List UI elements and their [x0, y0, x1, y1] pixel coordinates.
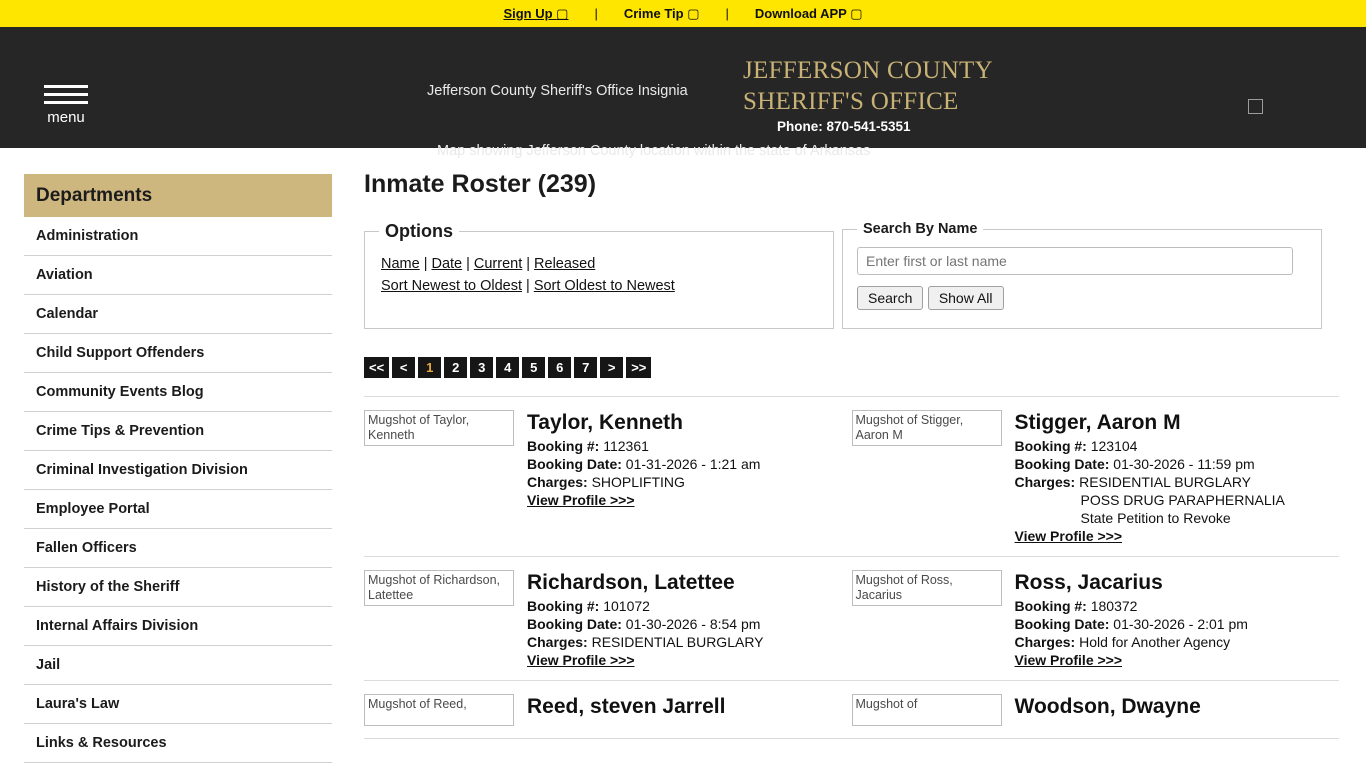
- inmate-name: Stigger, Aaron M: [1014, 411, 1181, 434]
- topbar-separator-2: |: [725, 6, 729, 21]
- menu-button[interactable]: [38, 85, 94, 126]
- inmate-details: [1015, 410, 1285, 544]
- office-title-line2: SHERIFF'S OFFICE: [743, 88, 959, 115]
- charges-value: RESIDENTIAL BURGLARY: [1079, 474, 1252, 490]
- charges-label: Charges:: [527, 474, 588, 490]
- office-title-line1: JEFFERSON COUNTY: [743, 57, 993, 84]
- main-content: [364, 170, 1339, 739]
- pagination-prev[interactable]: <: [392, 357, 415, 378]
- page-title: Inmate Roster (239): [364, 170, 597, 198]
- pagination-page-2[interactable]: 2: [444, 357, 467, 378]
- booking-date-row: [527, 455, 760, 473]
- pagination-last[interactable]: >>: [626, 357, 651, 378]
- inmate-name: Reed, steven Jarrell: [527, 695, 726, 718]
- booking-date-row: [1015, 455, 1285, 473]
- roster-row: [364, 397, 1339, 557]
- sidebar-item-crime-tips-prevention[interactable]: Crime Tips & Prevention: [24, 412, 332, 451]
- topbar-separator-1: |: [594, 6, 598, 21]
- opt-divider-2: |: [466, 256, 470, 272]
- charges-value: RESIDENTIAL BURGLARY: [591, 634, 764, 650]
- view-profile-link[interactable]: View Profile >>>: [1014, 528, 1123, 544]
- opt-divider-1: |: [423, 256, 428, 272]
- office-title: [743, 55, 993, 117]
- booking-date-label: Booking Date:: [1014, 616, 1110, 632]
- inmate-card: [364, 410, 852, 544]
- booking-date-value: 01-30-2026 - 11:59 pm: [1113, 456, 1255, 472]
- booking-number-label: Booking #:: [527, 438, 600, 454]
- inmate-details: [527, 410, 760, 544]
- mugshot-image: Mugshot of Ross, Jacarius: [852, 570, 1002, 606]
- state-label: ARKANSAS: [646, 156, 718, 170]
- charges-row: [527, 633, 764, 651]
- crime-tip-link[interactable]: [598, 6, 726, 22]
- mugshot-image: Mugshot of Stigger, Aaron M: [852, 410, 1002, 446]
- departments-header: Departments: [24, 174, 332, 217]
- site-header: [0, 27, 1366, 170]
- sheriff-insignia-image: Jefferson County Sheriff's Office Insignia: [427, 83, 688, 99]
- roster-row: [364, 557, 1339, 681]
- search-panel: [842, 221, 1322, 329]
- office-phone: Phone: 870-541-5351: [777, 119, 911, 134]
- pagination-page-4[interactable]: 4: [496, 357, 519, 378]
- opt-divider-3: |: [526, 256, 531, 272]
- inmate-details: [1015, 570, 1248, 668]
- inmate-card: [852, 410, 1340, 544]
- sidebar-item-links-resources[interactable]: Links & Resources: [24, 724, 332, 763]
- sidebar-item-history-of-the-sheriff[interactable]: History of the Sheriff: [24, 568, 332, 607]
- search-button[interactable]: Search: [857, 286, 923, 310]
- pagination-first[interactable]: <<: [364, 357, 389, 378]
- booking-number-value: 180372: [1090, 598, 1138, 614]
- menu-button-label: menu: [47, 109, 85, 126]
- sidebar-item-child-support-offenders[interactable]: Child Support Offenders: [24, 334, 332, 373]
- sidebar-item-administration[interactable]: Administration: [24, 217, 332, 256]
- signup-icon: ▢: [556, 5, 569, 21]
- search-icon[interactable]: [1248, 99, 1263, 114]
- pagination-page-5[interactable]: 5: [522, 357, 545, 378]
- sidebar-item-calendar[interactable]: Calendar: [24, 295, 332, 334]
- charges-label: Charges:: [527, 634, 588, 650]
- sort-newest-to-oldest-link[interactable]: Sort Newest to Oldest: [381, 278, 523, 294]
- crime-tip-icon: ▢: [687, 5, 700, 21]
- booking-date-row: [1015, 615, 1248, 633]
- view-profile-link[interactable]: View Profile >>>: [527, 652, 635, 668]
- download-app-link-label: Download APP: [754, 5, 847, 21]
- inmate-card: [364, 694, 852, 726]
- booking-number-label: Booking #:: [527, 598, 600, 614]
- sidebar-item-internal-affairs-division[interactable]: Internal Affairs Division: [24, 607, 332, 646]
- charges-label: Charges:: [1014, 474, 1076, 490]
- booking-date-value: 01-31-2026 - 1:21 am: [625, 456, 761, 472]
- booking-number-label: Booking #:: [1014, 598, 1087, 614]
- show-all-button[interactable]: Show All: [928, 286, 1004, 310]
- charges-row: [1015, 633, 1248, 651]
- sort-by-name-link[interactable]: Name: [381, 256, 420, 272]
- view-profile-link[interactable]: View Profile >>>: [1014, 652, 1123, 668]
- booking-number-value: 101072: [603, 598, 650, 614]
- roster-row: [364, 681, 1339, 739]
- mugshot-image: Mugshot of: [852, 694, 1002, 726]
- charges-row: [1015, 473, 1285, 491]
- inmate-name: Richardson, Latettee: [527, 571, 735, 594]
- county-map-image: Map showing Jefferson County location within the state of Arkansas: [437, 143, 871, 159]
- download-app-icon: ▢: [850, 5, 863, 21]
- charges-value-2: POSS DRUG PARAPHERNALIA: [1080, 492, 1285, 508]
- signup-link[interactable]: [477, 6, 594, 22]
- pagination: [364, 357, 1339, 378]
- booking-number-label: Booking #:: [1014, 438, 1087, 454]
- inmate-details: [1015, 694, 1201, 726]
- inmate-details: [527, 570, 764, 668]
- charges-row: [527, 473, 760, 491]
- sidebar-item-employee-portal[interactable]: Employee Portal: [24, 490, 332, 529]
- utility-topbar: [0, 0, 1366, 27]
- download-app-link[interactable]: [729, 6, 889, 22]
- inmate-name: Taylor, Kenneth: [527, 411, 683, 434]
- booking-date-value: 01-30-2026 - 8:54 pm: [625, 616, 761, 632]
- inmate-name: Woodson, Dwayne: [1014, 695, 1201, 718]
- crime-tip-link-label: Crime Tip: [623, 5, 684, 21]
- sidebar-item-criminal-investigation-division[interactable]: Criminal Investigation Division: [24, 451, 332, 490]
- booking-number-row: [1015, 597, 1248, 615]
- sort-links-row-2: [381, 278, 819, 294]
- opt-divider-4: |: [526, 278, 530, 294]
- signup-link-label: Sign Up: [503, 5, 553, 21]
- inmate-card: [364, 570, 852, 668]
- booking-date-row: [527, 615, 764, 633]
- inmate-details: [527, 694, 725, 726]
- inmate-card: [852, 694, 1340, 726]
- mugshot-image: Mugshot of Richardson, Latettee: [364, 570, 514, 606]
- search-input[interactable]: [857, 247, 1293, 275]
- booking-date-label: Booking Date:: [1014, 456, 1110, 472]
- booking-number-row: [1015, 437, 1285, 455]
- view-profile-link[interactable]: View Profile >>>: [527, 492, 635, 508]
- pagination-page-1[interactable]: 1: [418, 357, 441, 378]
- mugshot-image: Mugshot of Reed,: [364, 694, 514, 726]
- inmate-card: [852, 570, 1340, 668]
- sidebar-item-community-events-blog[interactable]: Community Events Blog: [24, 373, 332, 412]
- booking-number-row: [527, 597, 764, 615]
- sort-links-row-1: [381, 256, 819, 272]
- options-legend: Options: [385, 221, 453, 241]
- filter-released-link[interactable]: Released: [534, 256, 596, 272]
- inmate-name: Ross, Jacarius: [1014, 571, 1163, 594]
- booking-date-label: Booking Date:: [527, 616, 622, 632]
- sort-by-date-link[interactable]: Date: [431, 256, 463, 272]
- page-body: [0, 148, 1366, 763]
- pagination-next[interactable]: >: [600, 357, 623, 378]
- booking-date-label: Booking Date:: [527, 456, 622, 472]
- filter-current-link[interactable]: Current: [473, 256, 523, 272]
- charges-label: Charges:: [1014, 634, 1076, 650]
- pagination-page-6[interactable]: 6: [548, 357, 571, 378]
- departments-sidebar: [24, 174, 332, 763]
- sort-oldest-to-newest-link[interactable]: Sort Oldest to Newest: [533, 278, 675, 294]
- controls-panels: [364, 221, 1339, 329]
- booking-number-value: 123104: [1090, 438, 1138, 454]
- charges-value: SHOPLIFTING: [591, 474, 685, 490]
- mugshot-image: Mugshot of Taylor, Kenneth: [364, 410, 514, 446]
- search-legend: Search By Name: [863, 221, 978, 237]
- booking-number-value: 112361: [603, 438, 649, 454]
- hamburger-icon: [44, 85, 88, 104]
- charges-value-3: State Petition to Revoke: [1080, 510, 1231, 526]
- options-panel: [364, 221, 834, 329]
- sidebar-item-jail[interactable]: Jail: [24, 646, 332, 685]
- sidebar-item-fallen-officers[interactable]: Fallen Officers: [24, 529, 332, 568]
- sidebar-item-aviation[interactable]: Aviation: [24, 256, 332, 295]
- sidebar-item-lauras-law[interactable]: Laura's Law: [24, 685, 332, 724]
- booking-date-value: 01-30-2026 - 2:01 pm: [1113, 616, 1248, 632]
- pagination-page-7[interactable]: 7: [574, 357, 597, 378]
- pagination-page-3[interactable]: 3: [470, 357, 493, 378]
- booking-number-row: [527, 437, 760, 455]
- charges-value: Hold for Another Agency: [1079, 634, 1231, 650]
